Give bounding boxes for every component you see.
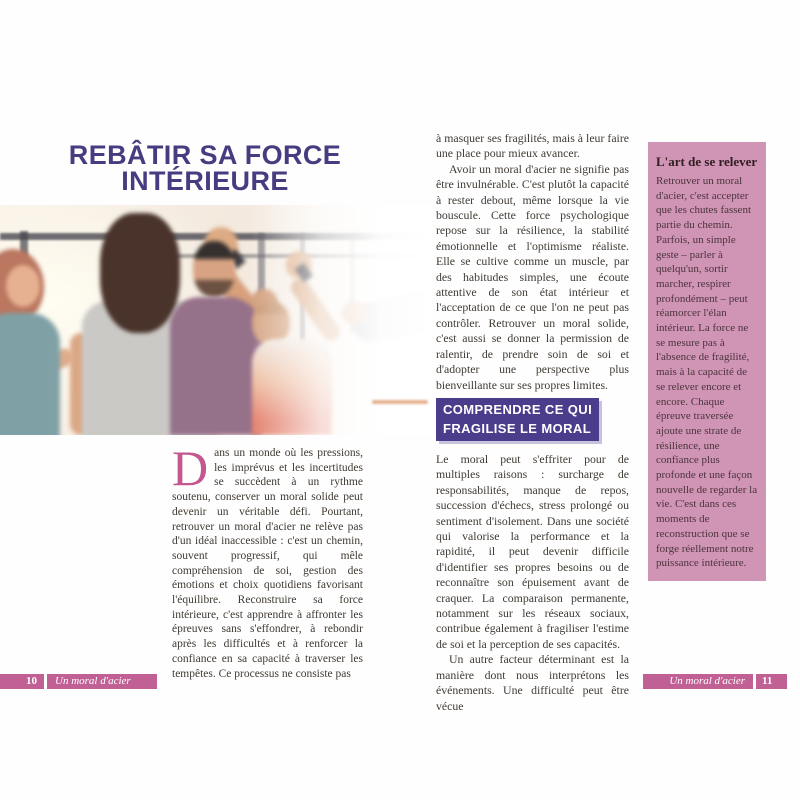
column-paragraph: Un autre facteur déterminant est la manière dont nous interprétons les événements. Une difficulté peut être vécue bbox=[436, 652, 629, 713]
sidebar-text: Retrouver un moral d'acier, c'est accepter que les chutes fassent partie du chemin. Parfois, un simple geste – parler à quelqu'un, sortir marcher, respirer profondément – peut réamorcer l'élan intérieur. La force ne se mesure pas à l'absence de fragilité, mais à la capacité de se relever encore et encore. Chaque épreuve traversée ajoute une strate de résilience, une confiance plus profonde et une façon nouvelle de regarder la vie. C'est dans ces moments de reconstruction que se forge réellement notre puissance intérieure. bbox=[656, 175, 758, 570]
column-paragraph: à masquer ses fragilités, mais à leur faire une place pour mieux avancer. bbox=[436, 131, 629, 161]
photo-white-fade bbox=[0, 205, 432, 435]
running-title-right: Un moral d'acier bbox=[643, 674, 753, 689]
column-bottom bbox=[436, 452, 629, 714]
gym-highfive-photo bbox=[0, 205, 432, 435]
footer-left bbox=[0, 674, 157, 689]
footer-right bbox=[643, 674, 787, 689]
article-title bbox=[40, 142, 370, 194]
sidebar-title: L'art de se relever bbox=[656, 154, 758, 169]
article-title-line2: INTÉRIEURE bbox=[121, 166, 289, 196]
running-title-left: Un moral d'acier bbox=[47, 674, 157, 689]
photo-barbell-dash bbox=[372, 400, 428, 404]
sidebar-box bbox=[648, 142, 766, 581]
column-paragraph: Le moral peut s'effriter pour de multiples raisons : surcharge de responsabilités, manque de repos, succession d'échecs, stress prolongé ou sentiment d'isolement. Dans une société qui valorise la performance et la rapidité, il peut devenir difficile d'identifier ses propres besoins ou de reconnaître son épuisement avant de craquer. La comparaison permanente, notamment sur les réseaux sociaux, contribue également à fragiliser l'estime de soi et la perception de ses capacités. bbox=[436, 452, 629, 651]
section-heading-line1: COMPRENDRE CE QUI bbox=[443, 402, 593, 417]
article-title-line1: REBÂTIR SA FORCE bbox=[68, 140, 342, 170]
column-paragraph: Avoir un moral d'acier ne signifie pas être invulnérable. C'est plutôt la capacité à rester debout, même lorsque la vie bouscule. Cette force psychologique repose sur la résilience, la stabilité émotionnelle et l'optimisme réaliste. Elle se cultive comme un muscle, par des habitudes simples, une écoute attentive de son état intérieur et l'acceptation de ce que l'on ne peut pas contrôler. Retrouver un moral solide, c'est aussi se donner la permission de ralentir, de prendre soin de soi et d'adopter une perspective plus bienveillante sur ses propres limites. bbox=[436, 161, 629, 392]
column-top bbox=[436, 131, 629, 393]
section-heading-line2: FRAGILISE LE MORAL bbox=[443, 421, 592, 436]
dropcap: D bbox=[172, 440, 209, 496]
page-number-right: 11 bbox=[756, 674, 787, 689]
lead-text-rest: ans un monde où les pressions, les imprévus et les incertitudes se succèdent à un rythme soutenu, conserver un moral solide peut devenir un véritable défi. Pourtant, retrouver un moral d'acier ne relève pas d'un idéal inaccessible : c'est un chemin, souvent progressif, qui mêle compréhension de soi, gestion des émotions et choix quotidiens favorisant l'équilibre. Reconstruire sa force intérieure, c'est apprendre à affronter les épreuves sans s'effondrer, à rebondir après les difficultés et à renforcer la confiance en sa capacité à traverser les tempêtes. Ce processus ne consiste pas bbox=[172, 447, 363, 680]
page-number-left: 10 bbox=[0, 674, 44, 689]
lead-paragraph bbox=[172, 440, 363, 681]
lead-text bbox=[172, 440, 363, 681]
section-heading bbox=[436, 398, 599, 441]
